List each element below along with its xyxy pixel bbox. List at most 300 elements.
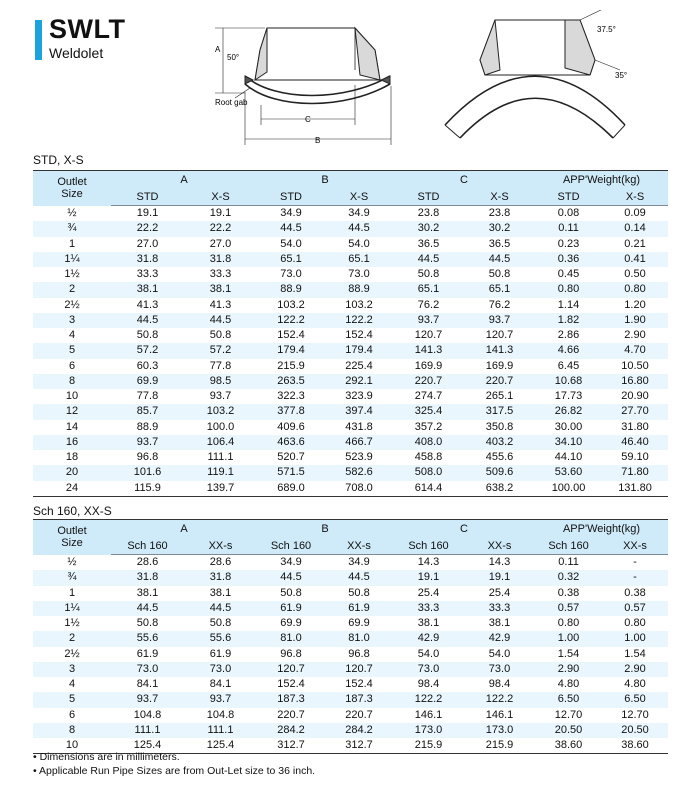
table-cell: 19.1 — [393, 570, 464, 585]
table-cell: 12.70 — [621, 708, 649, 721]
sub-header: X-S — [464, 188, 535, 206]
outlet-size-cell: 4 — [68, 329, 76, 342]
table-cell: 28.6 — [136, 556, 159, 569]
table-cell: 508.0 — [393, 465, 464, 480]
table-cell: 1.54 — [557, 647, 580, 660]
table-cell: 44.5 — [464, 252, 535, 267]
table-cell: 85.7 — [111, 404, 184, 419]
table-cell: 50.8 — [209, 617, 232, 630]
outlet-size-cell: 5 — [33, 692, 111, 707]
table-cell: - — [633, 556, 637, 569]
table-cell: 523.9 — [345, 451, 373, 464]
table-cell: 2.90 — [602, 662, 668, 677]
table-cell: 125.4 — [184, 738, 257, 754]
outlet-size-cell: 1 — [68, 586, 76, 599]
table-cell: 93.7 — [111, 692, 184, 707]
table-row — [33, 206, 668, 222]
table-cell: 53.60 — [535, 465, 602, 480]
brand-bar — [35, 20, 42, 60]
table-cell: 284.2 — [257, 723, 325, 738]
angle-37-5-label: 37.5° — [597, 25, 616, 34]
table-cell: 0.32 — [535, 570, 602, 585]
table-cell: 73.0 — [184, 662, 257, 677]
table-cell: 284.2 — [325, 723, 393, 738]
outlet-size-cell: 1 — [68, 237, 76, 250]
table-cell: 34.9 — [348, 207, 370, 220]
table-row — [33, 481, 668, 497]
sub-header: X-S — [602, 188, 668, 206]
table-cell: 61.9 — [209, 647, 232, 660]
table-cell: 225.4 — [345, 359, 373, 372]
outlet-size-cell: 14 — [65, 420, 79, 433]
table-cell: 0.80 — [602, 282, 668, 297]
table-cell: 38.1 — [209, 586, 232, 599]
outlet-size-cell: 1½ — [64, 617, 80, 630]
table-cell: 31.8 — [184, 252, 257, 267]
table-cell: 120.7 — [325, 662, 393, 677]
table-cell: 104.8 — [206, 708, 235, 721]
table-cell: 42.9 — [393, 631, 464, 646]
table-row — [33, 328, 668, 343]
table-cell: 96.8 — [136, 451, 159, 464]
table-cell: 38.60 — [535, 738, 602, 754]
table-row — [33, 435, 668, 450]
table-cell: 20.50 — [602, 723, 668, 738]
outlet-size-cell: 8 — [33, 374, 111, 389]
table-cell: 44.5 — [325, 221, 393, 236]
table-cell: 187.3 — [257, 692, 325, 707]
table-cell: 1.54 — [624, 647, 646, 660]
table-cell: 0.45 — [557, 268, 580, 281]
table-cell: 409.6 — [277, 420, 305, 433]
table-cell: 0.80 — [557, 617, 580, 630]
table-cell: 274.7 — [414, 390, 443, 403]
group-c-header: C — [393, 520, 535, 538]
table-cell: 93.7 — [184, 692, 257, 707]
table-cell: 65.1 — [464, 282, 535, 297]
table-sch160-xxs — [33, 519, 668, 754]
table-row — [33, 267, 668, 282]
table-cell: 152.4 — [345, 329, 373, 342]
table-cell: 122.2 — [393, 692, 464, 707]
table-row — [33, 374, 668, 389]
outlet-size-cell: ¾ — [33, 570, 111, 585]
table-cell: 46.40 — [602, 435, 668, 450]
table1-title: STD, X-S — [33, 153, 84, 167]
table-cell: 73.0 — [280, 268, 302, 281]
table-cell: 377.8 — [257, 404, 325, 419]
table-cell: 41.3 — [136, 298, 159, 311]
sub-header: STD — [111, 188, 184, 206]
table-cell: 65.1 — [325, 252, 393, 267]
table-cell: 350.8 — [485, 420, 514, 433]
table-cell: 0.36 — [535, 252, 602, 267]
table-cell: 16.80 — [602, 374, 668, 389]
table-cell: 44.5 — [257, 570, 325, 585]
table-cell: 100.0 — [206, 420, 235, 433]
table-cell: 34.9 — [348, 556, 370, 569]
table-cell: - — [602, 570, 668, 585]
table-cell: 0.57 — [602, 601, 668, 616]
table-cell: 0.14 — [602, 221, 668, 236]
table-cell: 33.3 — [136, 268, 159, 281]
table-row — [33, 404, 668, 419]
product-subtitle: Weldolet — [49, 45, 104, 61]
table-cell: 120.7 — [414, 329, 443, 342]
outlet-size-cell: ¾ — [33, 221, 111, 236]
table-cell: 0.38 — [557, 586, 580, 599]
table-cell: 100.00 — [535, 481, 602, 497]
table-cell: 61.9 — [136, 647, 159, 660]
table-cell: 614.4 — [393, 481, 464, 497]
group-a-header: A — [111, 171, 257, 189]
table-cell: 88.9 — [257, 282, 325, 297]
table-cell: 81.0 — [325, 631, 393, 646]
table-cell: 173.0 — [464, 723, 535, 738]
table-cell: 98.4 — [417, 678, 440, 691]
table-cell: 104.8 — [133, 708, 162, 721]
table-cell: 6.50 — [602, 692, 668, 707]
table-cell: 2.86 — [557, 329, 580, 342]
table-cell: 101.6 — [111, 465, 184, 480]
table-cell: 0.21 — [624, 237, 646, 250]
table-cell: 10.68 — [535, 374, 602, 389]
root-gap-label: Root gab — [215, 98, 248, 107]
table-row — [33, 616, 668, 631]
outlet-size-cell: 6 — [68, 708, 76, 721]
table-cell: 152.4 — [277, 678, 305, 691]
table-cell: 689.0 — [257, 481, 325, 497]
table-cell: 0.57 — [535, 601, 602, 616]
table-cell: 96.8 — [348, 647, 370, 660]
outlet-size-cell: 1¼ — [33, 601, 111, 616]
table-cell: 34.9 — [280, 207, 302, 220]
table-cell: 2.90 — [535, 662, 602, 677]
table-cell: 44.5 — [111, 601, 184, 616]
left-section-drawing — [215, 28, 391, 145]
table-cell: 17.73 — [554, 390, 583, 403]
table-cell: 187.3 — [325, 692, 393, 707]
table-cell: 50.8 — [488, 268, 511, 281]
table-cell: 0.80 — [535, 282, 602, 297]
table-cell: 179.4 — [257, 343, 325, 358]
sub-header: Sch 160 — [393, 537, 464, 555]
table-cell: 141.3 — [393, 343, 464, 358]
outlet-size-cell: 12 — [33, 404, 111, 419]
table-cell: 50.8 — [280, 586, 302, 599]
table-row — [33, 343, 668, 358]
table-cell: 169.9 — [485, 359, 514, 372]
sub-header: XX-s — [464, 537, 535, 555]
table-cell: 215.9 — [277, 359, 305, 372]
table-cell: 125.4 — [111, 738, 184, 754]
table-cell: 30.00 — [554, 420, 583, 433]
table-cell: 103.2 — [345, 298, 373, 311]
product-title: SWLT — [49, 14, 126, 44]
table-cell: 50.8 — [417, 268, 440, 281]
table-cell: 69.9 — [348, 617, 370, 630]
table-cell: 38.1 — [184, 282, 257, 297]
table-cell: 88.9 — [136, 420, 159, 433]
table-cell: 55.6 — [184, 631, 257, 646]
group-b-header: B — [257, 520, 393, 538]
sub-header: Sch 160 — [257, 537, 325, 555]
table-row — [33, 313, 668, 328]
table-cell: 57.2 — [111, 343, 184, 358]
table-row — [33, 692, 668, 707]
outlet-size-header: Outlet Size — [33, 171, 111, 206]
table-cell: 0.50 — [624, 268, 646, 281]
table-cell: 27.70 — [602, 404, 668, 419]
table-cell: 19.1 — [136, 207, 159, 220]
table-row — [33, 708, 668, 723]
table-cell: 215.9 — [464, 738, 535, 754]
table-cell: 30.2 — [464, 221, 535, 236]
outlet-size-cell: 10 — [33, 738, 111, 754]
table-cell: 408.0 — [393, 435, 464, 450]
outlet-size-cell: 1¼ — [33, 252, 111, 267]
table-cell: 57.2 — [184, 343, 257, 358]
outlet-size-cell: 2½ — [64, 298, 80, 311]
table-row — [33, 282, 668, 297]
table-cell: 98.5 — [184, 374, 257, 389]
sub-header: STD — [535, 188, 602, 206]
table-row — [33, 647, 668, 662]
table-row — [33, 420, 668, 435]
table-cell: 73.0 — [348, 268, 370, 281]
table-cell: 22.2 — [111, 221, 184, 236]
table-cell: 81.0 — [257, 631, 325, 646]
table-cell: 141.3 — [464, 343, 535, 358]
table-cell: 431.8 — [345, 420, 373, 433]
table-cell: 455.6 — [485, 451, 514, 464]
table-row — [33, 586, 668, 601]
table-cell: 44.5 — [111, 313, 184, 328]
table-cell: 1.82 — [535, 313, 602, 328]
table-row — [33, 662, 668, 677]
table-cell: 54.0 — [348, 237, 370, 250]
table-cell: 520.7 — [277, 451, 305, 464]
table-cell: 317.5 — [464, 404, 535, 419]
table-row — [33, 389, 668, 404]
table-cell: 122.2 — [464, 692, 535, 707]
table-cell: 65.1 — [257, 252, 325, 267]
table-cell: 50.8 — [136, 329, 159, 342]
table-cell: 38.1 — [136, 586, 159, 599]
table-cell: 19.1 — [209, 207, 232, 220]
table-cell: 0.08 — [557, 207, 580, 220]
table-row — [33, 631, 668, 646]
table-cell: 265.1 — [485, 390, 514, 403]
table-cell: 220.7 — [393, 374, 464, 389]
table-cell: 322.3 — [277, 390, 305, 403]
table-cell: 0.41 — [602, 252, 668, 267]
table-cell: 76.2 — [488, 298, 511, 311]
table-cell: 106.4 — [184, 435, 257, 450]
table-row — [33, 298, 668, 313]
table-cell: 60.3 — [136, 359, 159, 372]
table2-title: Sch 160, XX-S — [33, 504, 112, 518]
table-cell: 69.9 — [111, 374, 184, 389]
table-cell: 119.1 — [184, 465, 257, 480]
outlet-size-cell: ½ — [67, 206, 77, 219]
footnote: • Applicable Run Pipe Sizes are from Out-Let size to 36 inch. — [33, 765, 316, 777]
table-cell: 173.0 — [393, 723, 464, 738]
table-cell: 152.4 — [277, 329, 305, 342]
table-cell: 77.8 — [136, 390, 159, 403]
table-cell: 0.23 — [557, 237, 580, 250]
table-cell: 122.2 — [325, 313, 393, 328]
table-cell: 44.5 — [257, 221, 325, 236]
table-row — [33, 723, 668, 738]
sub-header: STD — [257, 188, 325, 206]
table-cell: 69.9 — [280, 617, 302, 630]
table-cell: 638.2 — [464, 481, 535, 497]
table-cell: 38.1 — [417, 617, 440, 630]
table-cell: 312.7 — [325, 738, 393, 754]
outlet-size-cell: 18 — [65, 451, 79, 464]
table-cell: 0.09 — [624, 207, 646, 220]
table-cell: 169.9 — [414, 359, 443, 372]
table-cell: 582.6 — [325, 465, 393, 480]
table-cell: 1.90 — [602, 313, 668, 328]
table-cell: 61.9 — [325, 601, 393, 616]
outlet-size-header: Outlet Size — [33, 520, 111, 555]
sub-header: XX-s — [325, 537, 393, 555]
table-cell: 19.1 — [464, 570, 535, 585]
sub-header: X-S — [325, 188, 393, 206]
outlet-size-cell: 16 — [33, 435, 111, 450]
outlet-size-cell: 3 — [33, 313, 111, 328]
sub-header: XX-s — [602, 537, 668, 555]
table-cell: 59.10 — [621, 451, 649, 464]
table-row — [33, 252, 668, 267]
table-cell: 14.3 — [488, 556, 511, 569]
table-cell: 1.00 — [602, 631, 668, 646]
table-cell: 571.5 — [257, 465, 325, 480]
table-row — [33, 570, 668, 585]
table-cell: 31.8 — [111, 252, 184, 267]
table-cell: 44.5 — [184, 601, 257, 616]
table-cell: 38.60 — [602, 738, 668, 754]
table-cell: 93.7 — [393, 313, 464, 328]
table-cell: 146.1 — [485, 708, 514, 721]
table-cell: 1.14 — [557, 298, 580, 311]
table-cell: 96.8 — [280, 647, 302, 660]
outlet-size-cell: 6 — [68, 359, 76, 372]
table-cell: 23.8 — [488, 207, 511, 220]
table-cell: 111.1 — [207, 451, 234, 464]
table-cell: 10.50 — [621, 359, 649, 372]
outlet-size-cell: 5 — [33, 343, 111, 358]
table-cell: 31.8 — [184, 570, 257, 585]
outlet-size-cell: 1½ — [64, 268, 80, 281]
outlet-size-cell: 4 — [68, 678, 76, 691]
group-b-header: B — [257, 171, 393, 189]
table-cell: 73.0 — [464, 662, 535, 677]
table-cell: 31.80 — [621, 420, 649, 433]
table-cell: 509.6 — [464, 465, 535, 480]
table-cell: 93.7 — [111, 435, 184, 450]
table-cell: 34.10 — [535, 435, 602, 450]
table-cell: 25.4 — [417, 586, 440, 599]
sub-header: XX-s — [184, 537, 257, 555]
table-cell: 103.2 — [184, 404, 257, 419]
table-cell: 27.0 — [136, 237, 159, 250]
table-cell: 77.8 — [209, 359, 232, 372]
table-cell: 179.4 — [325, 343, 393, 358]
table-cell: 220.7 — [345, 708, 373, 721]
table-cell: 54.0 — [280, 237, 302, 250]
table-cell: 98.4 — [488, 678, 511, 691]
table-cell: 73.0 — [393, 662, 464, 677]
table-cell: 120.7 — [485, 329, 514, 342]
table-cell: 36.5 — [488, 237, 511, 250]
table-cell: 103.2 — [277, 298, 305, 311]
sub-header: Sch 160 — [111, 537, 184, 555]
table-cell: 139.7 — [184, 481, 257, 497]
table-cell: 20.50 — [535, 723, 602, 738]
group-weight-header: APP'Weight(kg) — [535, 520, 668, 538]
table-cell: 41.3 — [209, 298, 232, 311]
table-cell: 220.7 — [464, 374, 535, 389]
table-cell: 27.0 — [209, 237, 232, 250]
sub-header: STD — [393, 188, 464, 206]
table-cell: 1.20 — [624, 298, 646, 311]
table-cell: 61.9 — [257, 601, 325, 616]
table-cell: 0.80 — [624, 617, 646, 630]
outlet-size-cell: 2 — [33, 631, 111, 646]
table-cell: 458.8 — [414, 451, 443, 464]
outlet-size-cell: 2½ — [64, 647, 80, 660]
table-row — [33, 677, 668, 692]
table-cell: 88.9 — [325, 282, 393, 297]
dim-b-label: B — [315, 136, 321, 145]
table-cell: 111.1 — [111, 723, 184, 738]
angle-35-label: 35° — [615, 71, 628, 80]
footnote: • Dimensions are in millimeters. — [33, 751, 180, 763]
table-cell: 708.0 — [325, 481, 393, 497]
table-cell: 2.90 — [624, 329, 646, 342]
table-cell: 4.66 — [535, 343, 602, 358]
table-cell: 4.80 — [624, 678, 646, 691]
table-cell: 55.6 — [111, 631, 184, 646]
table-cell: 14.3 — [417, 556, 440, 569]
table-cell: 33.3 — [393, 601, 464, 616]
table-cell: 466.7 — [325, 435, 393, 450]
table-row — [33, 555, 668, 571]
table1-body — [33, 206, 668, 497]
table-cell: 0.11 — [535, 221, 602, 236]
table-cell: 38.1 — [488, 617, 511, 630]
table-cell: 54.0 — [417, 647, 440, 660]
table-cell: 84.1 — [136, 678, 159, 691]
table-cell: 33.3 — [209, 268, 232, 281]
table-cell: 44.5 — [184, 313, 257, 328]
table-cell: 54.0 — [488, 647, 511, 660]
table-cell: 25.4 — [488, 586, 511, 599]
footnotes — [33, 750, 315, 778]
table-cell: 325.4 — [393, 404, 464, 419]
table-cell: 4.80 — [557, 678, 580, 691]
table-row — [33, 601, 668, 616]
table-cell: 312.7 — [257, 738, 325, 754]
table-cell: 292.1 — [325, 374, 393, 389]
outlet-size-cell: 3 — [33, 662, 111, 677]
table2-body — [33, 555, 668, 754]
table-cell: 50.8 — [209, 329, 232, 342]
table-cell: 403.2 — [464, 435, 535, 450]
